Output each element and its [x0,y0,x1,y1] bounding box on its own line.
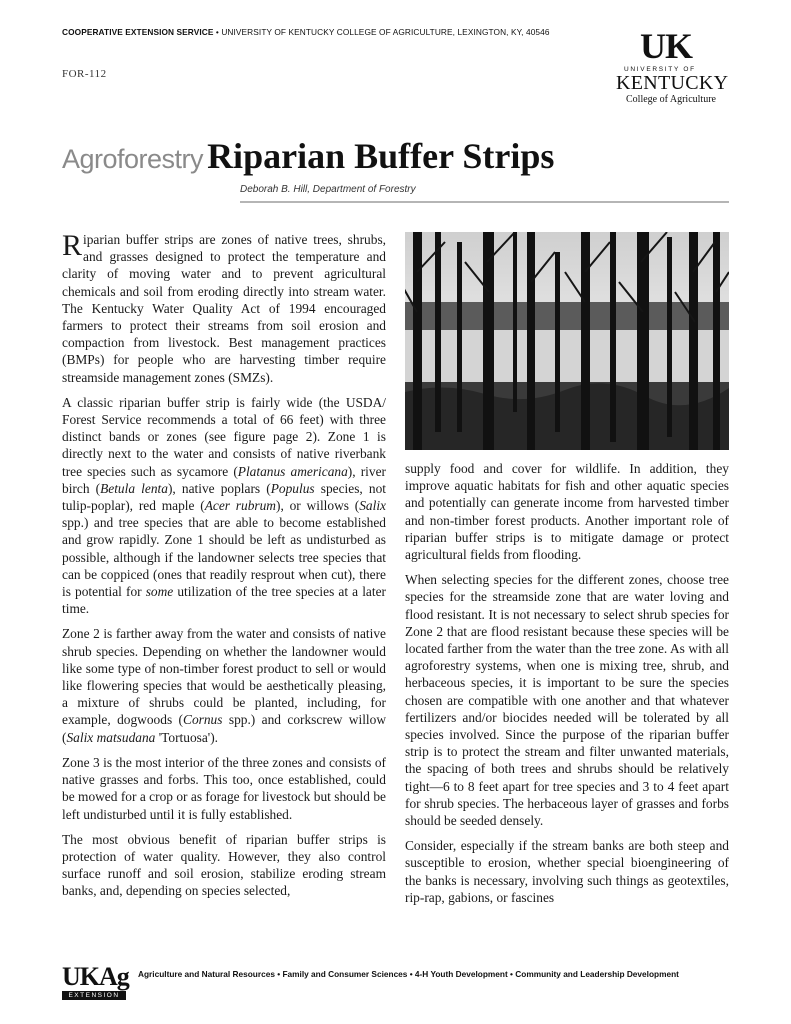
title-divider [240,201,729,203]
zone1-text-g: utilization of the tree species at a later time. [62,584,387,617]
uk-college-logo [612,28,732,106]
extension-label: EXTENSION [62,991,126,1000]
left-column [62,231,386,908]
title-row [62,135,554,177]
species-platanus: Platanus americana [237,463,348,479]
uk-logo-college: College of Agriculture [626,94,716,105]
paragraph-zone2 [62,625,386,745]
intro-text: iparian buffer strips are zones of native trees, shrubs, and grasses designed to protect the temperature and clarity of moving water and to prevent agricultural chemicals and soil from eroding directly into stream water. The Kentucky Water Quality Act of 1994 encouraged farmers to protect their streams from soil erosion and compaction from livestock. Best management practices (BMPs) for people who are harvesting timber require streamside management zones (SMZs). [62,232,386,385]
ukag-extension-logo [62,964,130,1000]
right-column [405,460,729,914]
header-org-rest: • UNIVERSITY OF KENTUCKY COLLEGE OF AGRICULTURE, LEXINGTON, KY, 40546 [213,27,550,37]
species-salix: Salix [359,498,386,514]
paragraph-wildlife: supply food and cover for wildlife. In addition, they improve aquatic habitats for fish and other aquatic species and potentially can generate income from harvested timber and non-timber forest products. Another important role of riparian buffer strips is to mitigate damage or protect agricultural fields from flooding. [405,461,729,563]
header-org-bold: COOPERATIVE EXTENSION SERVICE [62,27,214,37]
paragraph-species-selection: When selecting species for the different zones, choose tree species for the streamside zone that are water loving and flood resistant. It is not necessary to select shrub species for Zone 2 that are flood resistant because these species will be located farther from the water than the tree zone. As with all agroforestry systems, when one is mixing tree, shrub, and herbaceous species, it is important to be sure the species chosen are compatible with one another and that whatever fertilizers and/or biocides needed will be tolerated by all species involved. Since the purpose of the riparian buffer strip is to protect the stream and filter unwanted materials, the spacing of both trees and shrubs should be relatively tight—6 to 8 feet apart for tree species and 3 to 4 feet apart for shrub species. The herbaceous layer of grasses and forbs should be seeded densely. [405,572,729,829]
species-betula: Betula lenta [100,480,168,496]
zone2-text-b: spp.) and corkscrew willow ( [62,712,386,745]
paragraph-bioengineering: Consider, especially if the stream banks are both steep and susceptible to erosion, whether special bioengineering of the banks is necessary, involving such things as geotextiles, rip-rap, gabions, or fascines [405,838,729,905]
uk-logo-university-of: UNIVERSITY OF [624,66,696,73]
series-title: Agroforestry [62,144,204,174]
zone2-text-a: Zone 2 is farther away from the water and consists of native shrub species. Depending on whether the landowner would like some type of non-timber forest product to sell or would like flowering species that would be aesthetically pleasing, a mixture of shrubs could be planted, including, for example, dogwoods ( [62,626,386,728]
byline: Deborah B. Hill, Department of Forestry [240,184,416,195]
header-org-line [62,27,550,37]
zone1-text-c: ), native poplars ( [167,480,271,496]
paragraph-zone3: Zone 3 is the most interior of the three zones and consists of native grasses and forbs. This too, once established, could be mowed for a crop or as forage for livestock but should be left undisturbed until it is fully established. [62,754,386,822]
uk-logo-mark: UK [640,26,692,66]
drop-cap: R [62,229,83,262]
species-cornus: Cornus [183,712,223,728]
zone1-text-d: species, not tulip-poplar), red maple ( [62,480,386,514]
footer-programs: Agriculture and Natural Resources • Family and Consumer Sciences • 4-H Youth Development • Community and Leadership Development [138,969,679,979]
zone1-text-f: spp.) and tree species that are able to become established and grow rapidly. Zone 1 should be left as undisturbed as possible, although if the landowner selects tree species that can be coppiced (ones that readily resprout when cut), there is potential for [62,515,386,600]
paragraph-zone1 [62,394,386,618]
species-salix-matsudana: Salix matsudana [66,729,156,745]
zone1-text-a: A classic riparian buffer strip is fairly wide (the USDA/ Forest Service recommends a total of 66 feet) with three distinct bands or zones (see figure page 2). Zone 1 is directly next to the water and consists of native riverbank tree species such as sycamore ( [62,394,386,479]
publication-number: FOR-112 [62,68,107,80]
paragraph-intro [62,231,386,386]
uk-logo-kentucky: KENTUCKY [616,72,729,94]
paragraph-benefits: The most obvious benefit of riparian buffer strips is protection of water quality. However, they also control surface runoff and soil erosion, stabilize eroding stream banks, and, depending on species selected, [62,831,386,899]
zone1-text-e: ), or willows ( [275,498,360,514]
species-acer: Acer rubrum [204,498,276,514]
zone1-text-b: ), river birch ( [62,463,386,496]
emphasis-some: some [145,584,174,600]
zone2-text-c: 'Tortuosa'). [155,729,219,745]
ukag-wordmark: UKAg [62,962,129,991]
page-title: Riparian Buffer Strips [207,136,555,176]
species-populus: Populus [270,480,315,496]
riparian-forest-photo [405,232,729,450]
